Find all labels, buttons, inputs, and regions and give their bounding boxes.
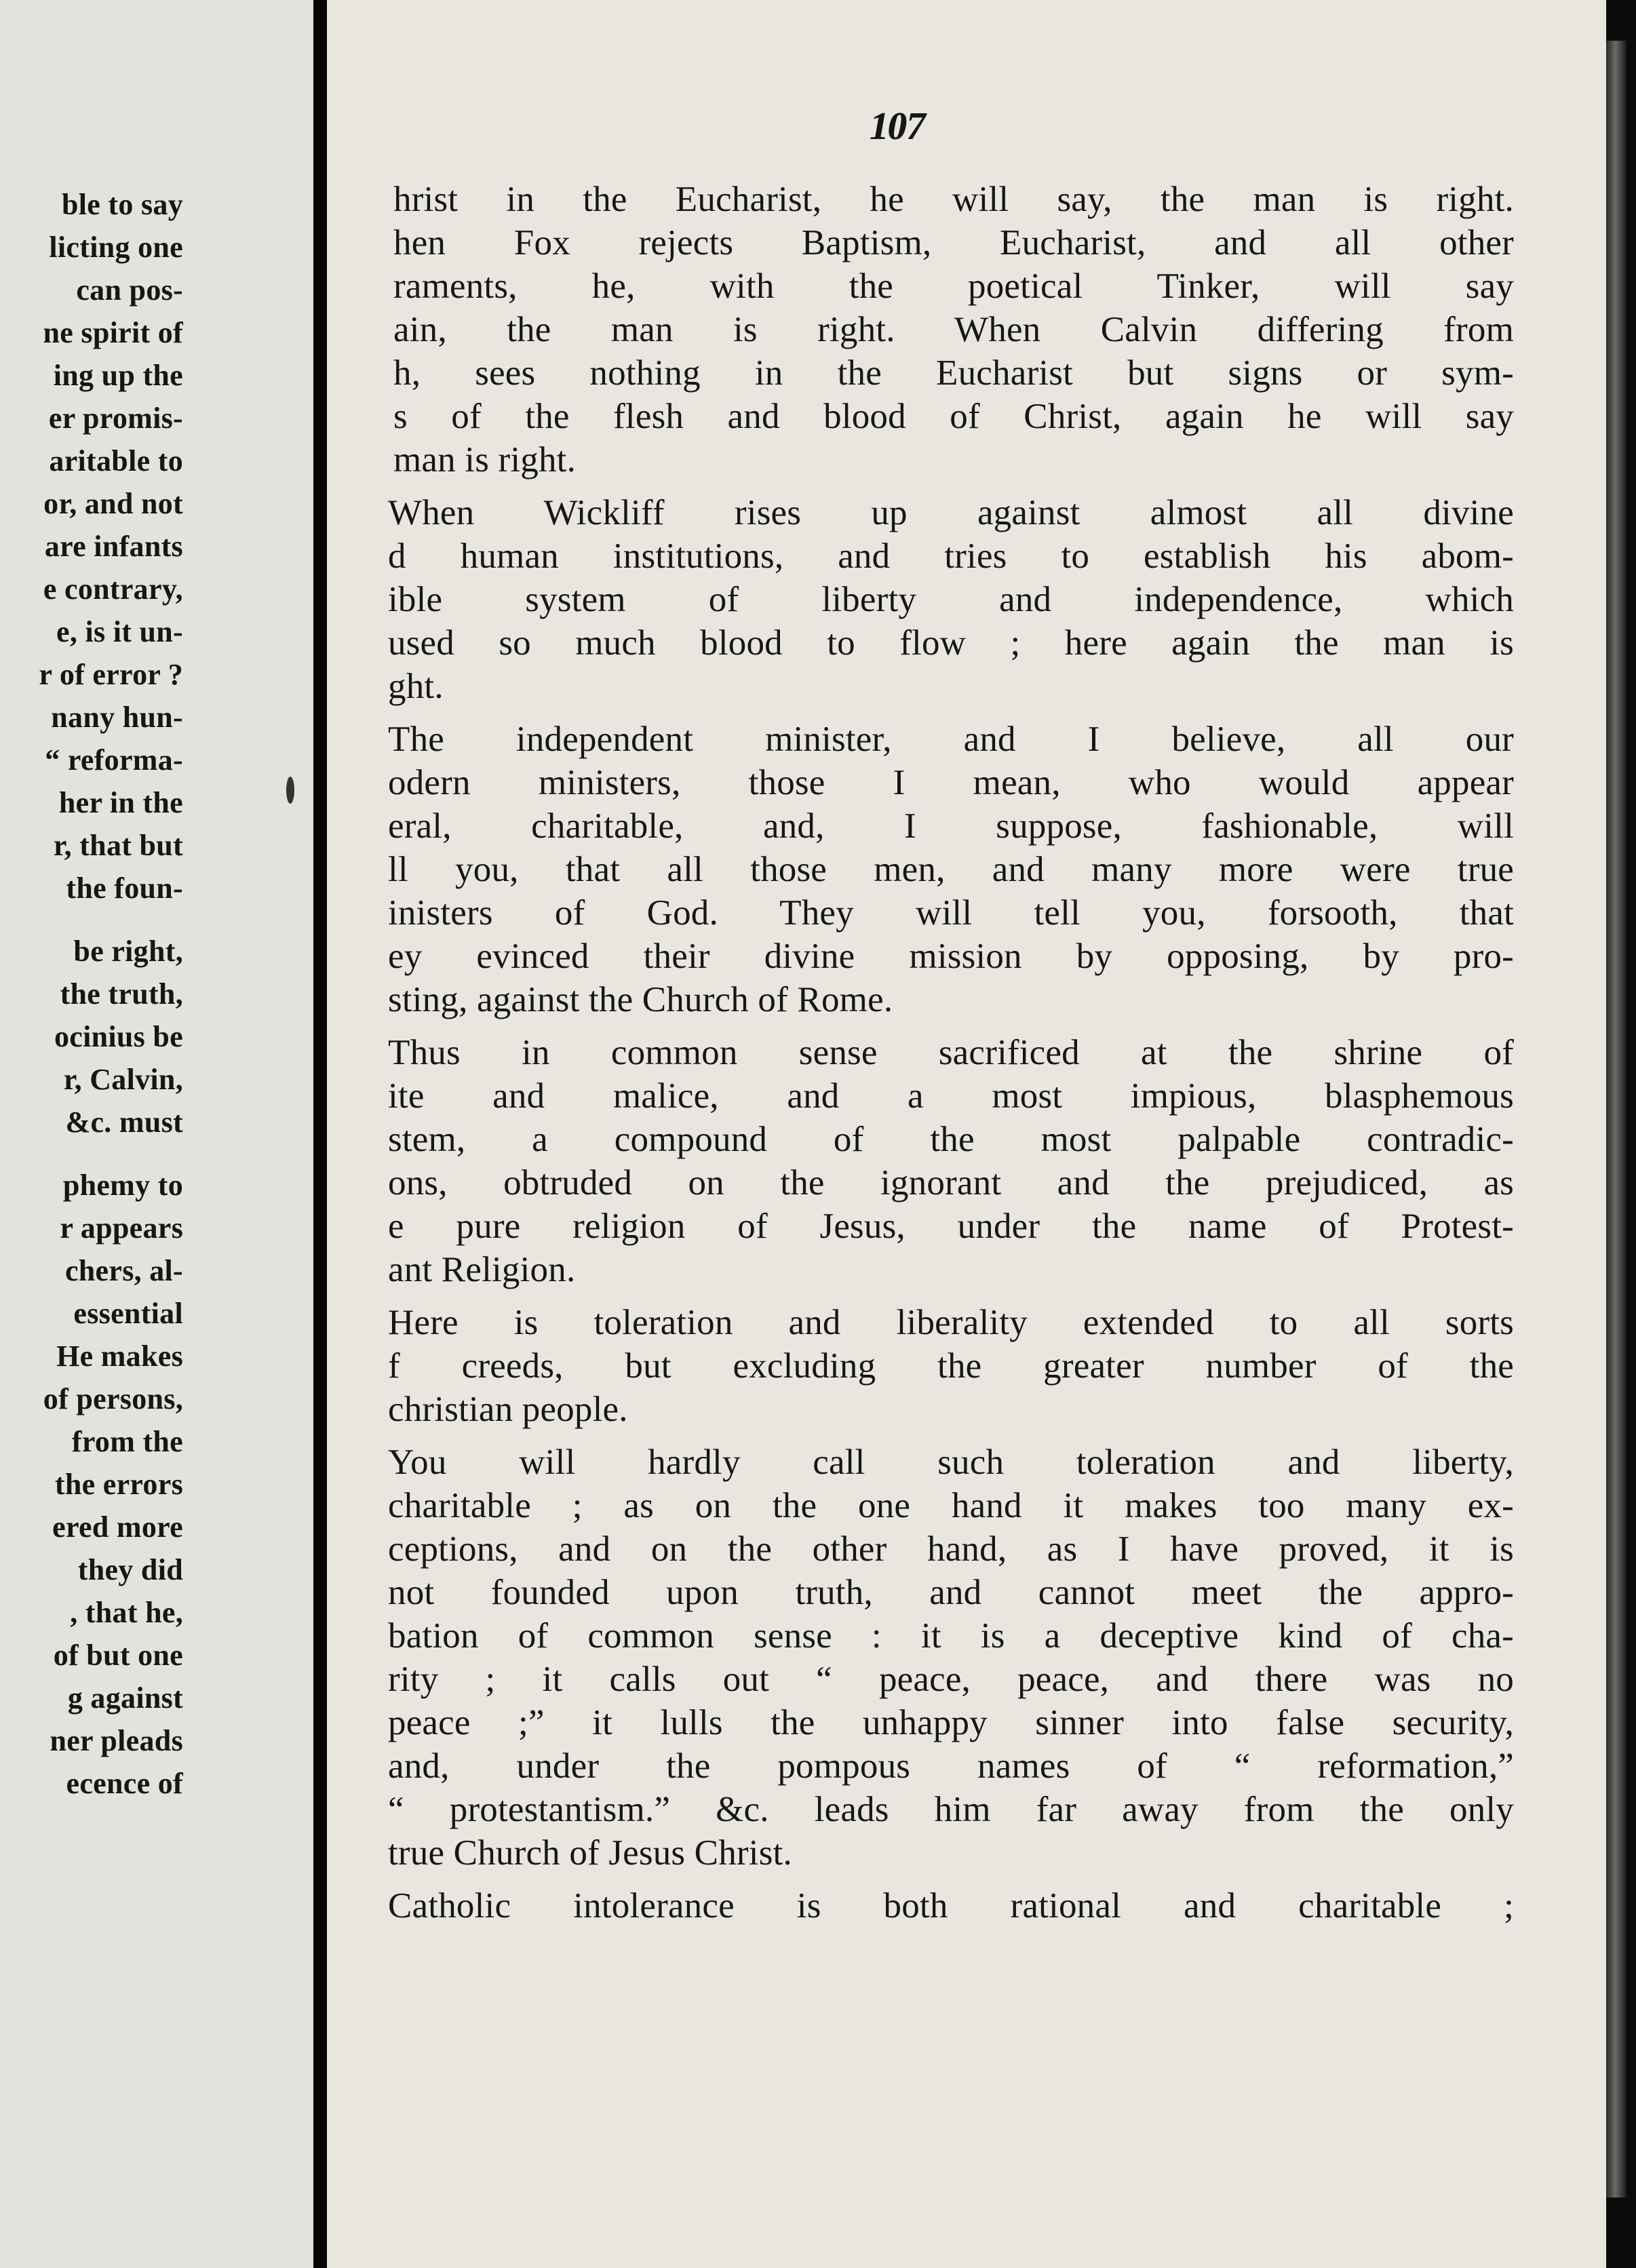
left-page-line: ered more [52, 1510, 183, 1544]
left-page-line: r appears [60, 1211, 183, 1245]
text-line: h, sees nothing in the Eucharist but signs or sym- [393, 353, 1514, 393]
left-page-line: , that he, [70, 1596, 183, 1629]
left-page-line [0, 1143, 183, 1164]
left-page-line: ecence of [66, 1767, 183, 1800]
left-page-line: of but one [53, 1639, 183, 1672]
text-line: s of the flesh and blood of Christ, again he will say [393, 397, 1514, 436]
left-page-line: ner pleads [50, 1724, 183, 1757]
right-page [327, 0, 1606, 2268]
text-line: e pure religion of Jesus, under the name of Protest- [388, 1207, 1514, 1246]
text-line: ey evinced their divine mission by opposing, by pro- [388, 937, 1514, 976]
text-line: ain, the man is right. When Calvin differing from [393, 310, 1514, 349]
left-page-line: r, Calvin, [63, 1063, 183, 1096]
text-line: sting, against the Church of Rome. [388, 980, 893, 1019]
left-page-line: the foun- [66, 872, 183, 905]
text-line: stem, a compound of the most palpable contradic- [388, 1120, 1514, 1159]
left-page-line: &c. must [65, 1106, 183, 1139]
left-page-text [0, 183, 183, 1805]
left-page-line: be right, [73, 935, 183, 968]
left-page-line: e contrary, [43, 572, 183, 606]
text-line: ght. [388, 667, 444, 706]
text-line: inisters of God. They will tell you, forsooth, that [388, 893, 1514, 933]
text-line: true Church of Jesus Christ. [388, 1833, 792, 1873]
text-line: ll you, that all those men, and many more were true [388, 850, 1514, 889]
left-page-line: ne spirit of [43, 316, 183, 349]
left-facing-page [0, 0, 313, 2268]
left-page-line [0, 910, 183, 930]
text-line: d human institutions, and tries to establish his abom- [388, 536, 1514, 576]
left-page-line: essential [73, 1297, 183, 1330]
page-number: 107 [865, 104, 929, 148]
left-page-line: ble to say [62, 188, 183, 221]
left-page-line: the errors [54, 1468, 183, 1501]
text-line: peace ;” it lulls the unhappy sinner into false security, [388, 1703, 1514, 1742]
text-line: Here is toleration and liberality extended to all sorts [388, 1303, 1514, 1342]
right-page-text [388, 178, 1514, 1928]
left-page-line: r, that but [53, 829, 183, 862]
page-edge [1606, 41, 1627, 2197]
text-line: charitable ; as on the one hand it makes too many ex- [388, 1486, 1514, 1525]
margin-mark [286, 777, 294, 804]
left-page-line: can pos- [76, 273, 183, 307]
left-page-line: er promis- [48, 402, 183, 435]
left-page-line: of persons, [43, 1382, 183, 1415]
text-line: ible system of liberty and independence, which [388, 580, 1514, 619]
text-line: not founded upon truth, and cannot meet the appro- [388, 1573, 1514, 1612]
left-page-line: r of error ? [39, 658, 183, 691]
left-page-line: He makes [56, 1340, 183, 1373]
left-page-line: from the [71, 1425, 183, 1458]
left-page-line: chers, al- [64, 1254, 183, 1287]
text-line: odern ministers, those I mean, who would appear [388, 763, 1514, 802]
text-line: Catholic intolerance is both rational and charitable ; [388, 1886, 1514, 1925]
left-page-line: her in the [58, 786, 183, 819]
left-page-line: are infants [44, 530, 183, 563]
left-page-line: aritable to [49, 444, 183, 477]
text-line: The independent minister, and I believe, all our [388, 720, 1514, 759]
text-line: and, under the pompous names of “ reformation,” [388, 1746, 1514, 1786]
text-line: When Wickliff rises up against almost all divine [388, 493, 1514, 532]
text-line: ons, obtruded on the ignorant and the prejudiced, as [388, 1163, 1514, 1203]
left-page-line: phemy to [62, 1169, 183, 1202]
text-line: ite and malice, and a most impious, blasphemous [388, 1076, 1514, 1116]
text-line: used so much blood to flow ; here again the man is [388, 623, 1514, 663]
text-line: f creeds, but excluding the greater number of the [388, 1346, 1514, 1386]
text-line: eral, charitable, and, I suppose, fashionable, will [388, 806, 1514, 846]
text-line: rity ; it calls out “ peace, peace, and there was no [388, 1660, 1514, 1699]
text-line: “ protestantism.” &c. leads him far away from the only [388, 1790, 1514, 1829]
text-line: ant Religion. [388, 1250, 576, 1289]
text-line: hrist in the Eucharist, he will say, the man is right. [393, 180, 1514, 219]
left-page-line: they did [77, 1553, 183, 1586]
page-gutter [313, 0, 327, 2268]
left-page-line: e, is it un- [56, 615, 183, 648]
left-page-line: or, and not [43, 487, 183, 520]
left-page-line: g against [67, 1681, 183, 1715]
left-page-line: ing up the [53, 359, 183, 392]
left-page-line: ocinius be [54, 1020, 183, 1053]
text-line: You will hardly call such toleration and liberty, [388, 1443, 1514, 1482]
left-page-line: nany hun- [51, 701, 183, 734]
text-line: Thus in common sense sacrificed at the shrine of [388, 1033, 1514, 1072]
text-line: ceptions, and on the other hand, as I have proved, it is [388, 1529, 1514, 1569]
left-page-line: “ reforma- [45, 743, 183, 777]
text-line: hen Fox rejects Baptism, Eucharist, and all other [393, 223, 1514, 262]
text-line: raments, he, with the poetical Tinker, will say [393, 267, 1514, 306]
text-line: man is right. [393, 440, 577, 480]
text-line: christian people. [388, 1390, 628, 1429]
text-line: bation of common sense : it is a deceptive kind of cha- [388, 1616, 1514, 1656]
left-page-line: the truth, [60, 977, 183, 1011]
left-page-line: licting one [49, 231, 183, 264]
